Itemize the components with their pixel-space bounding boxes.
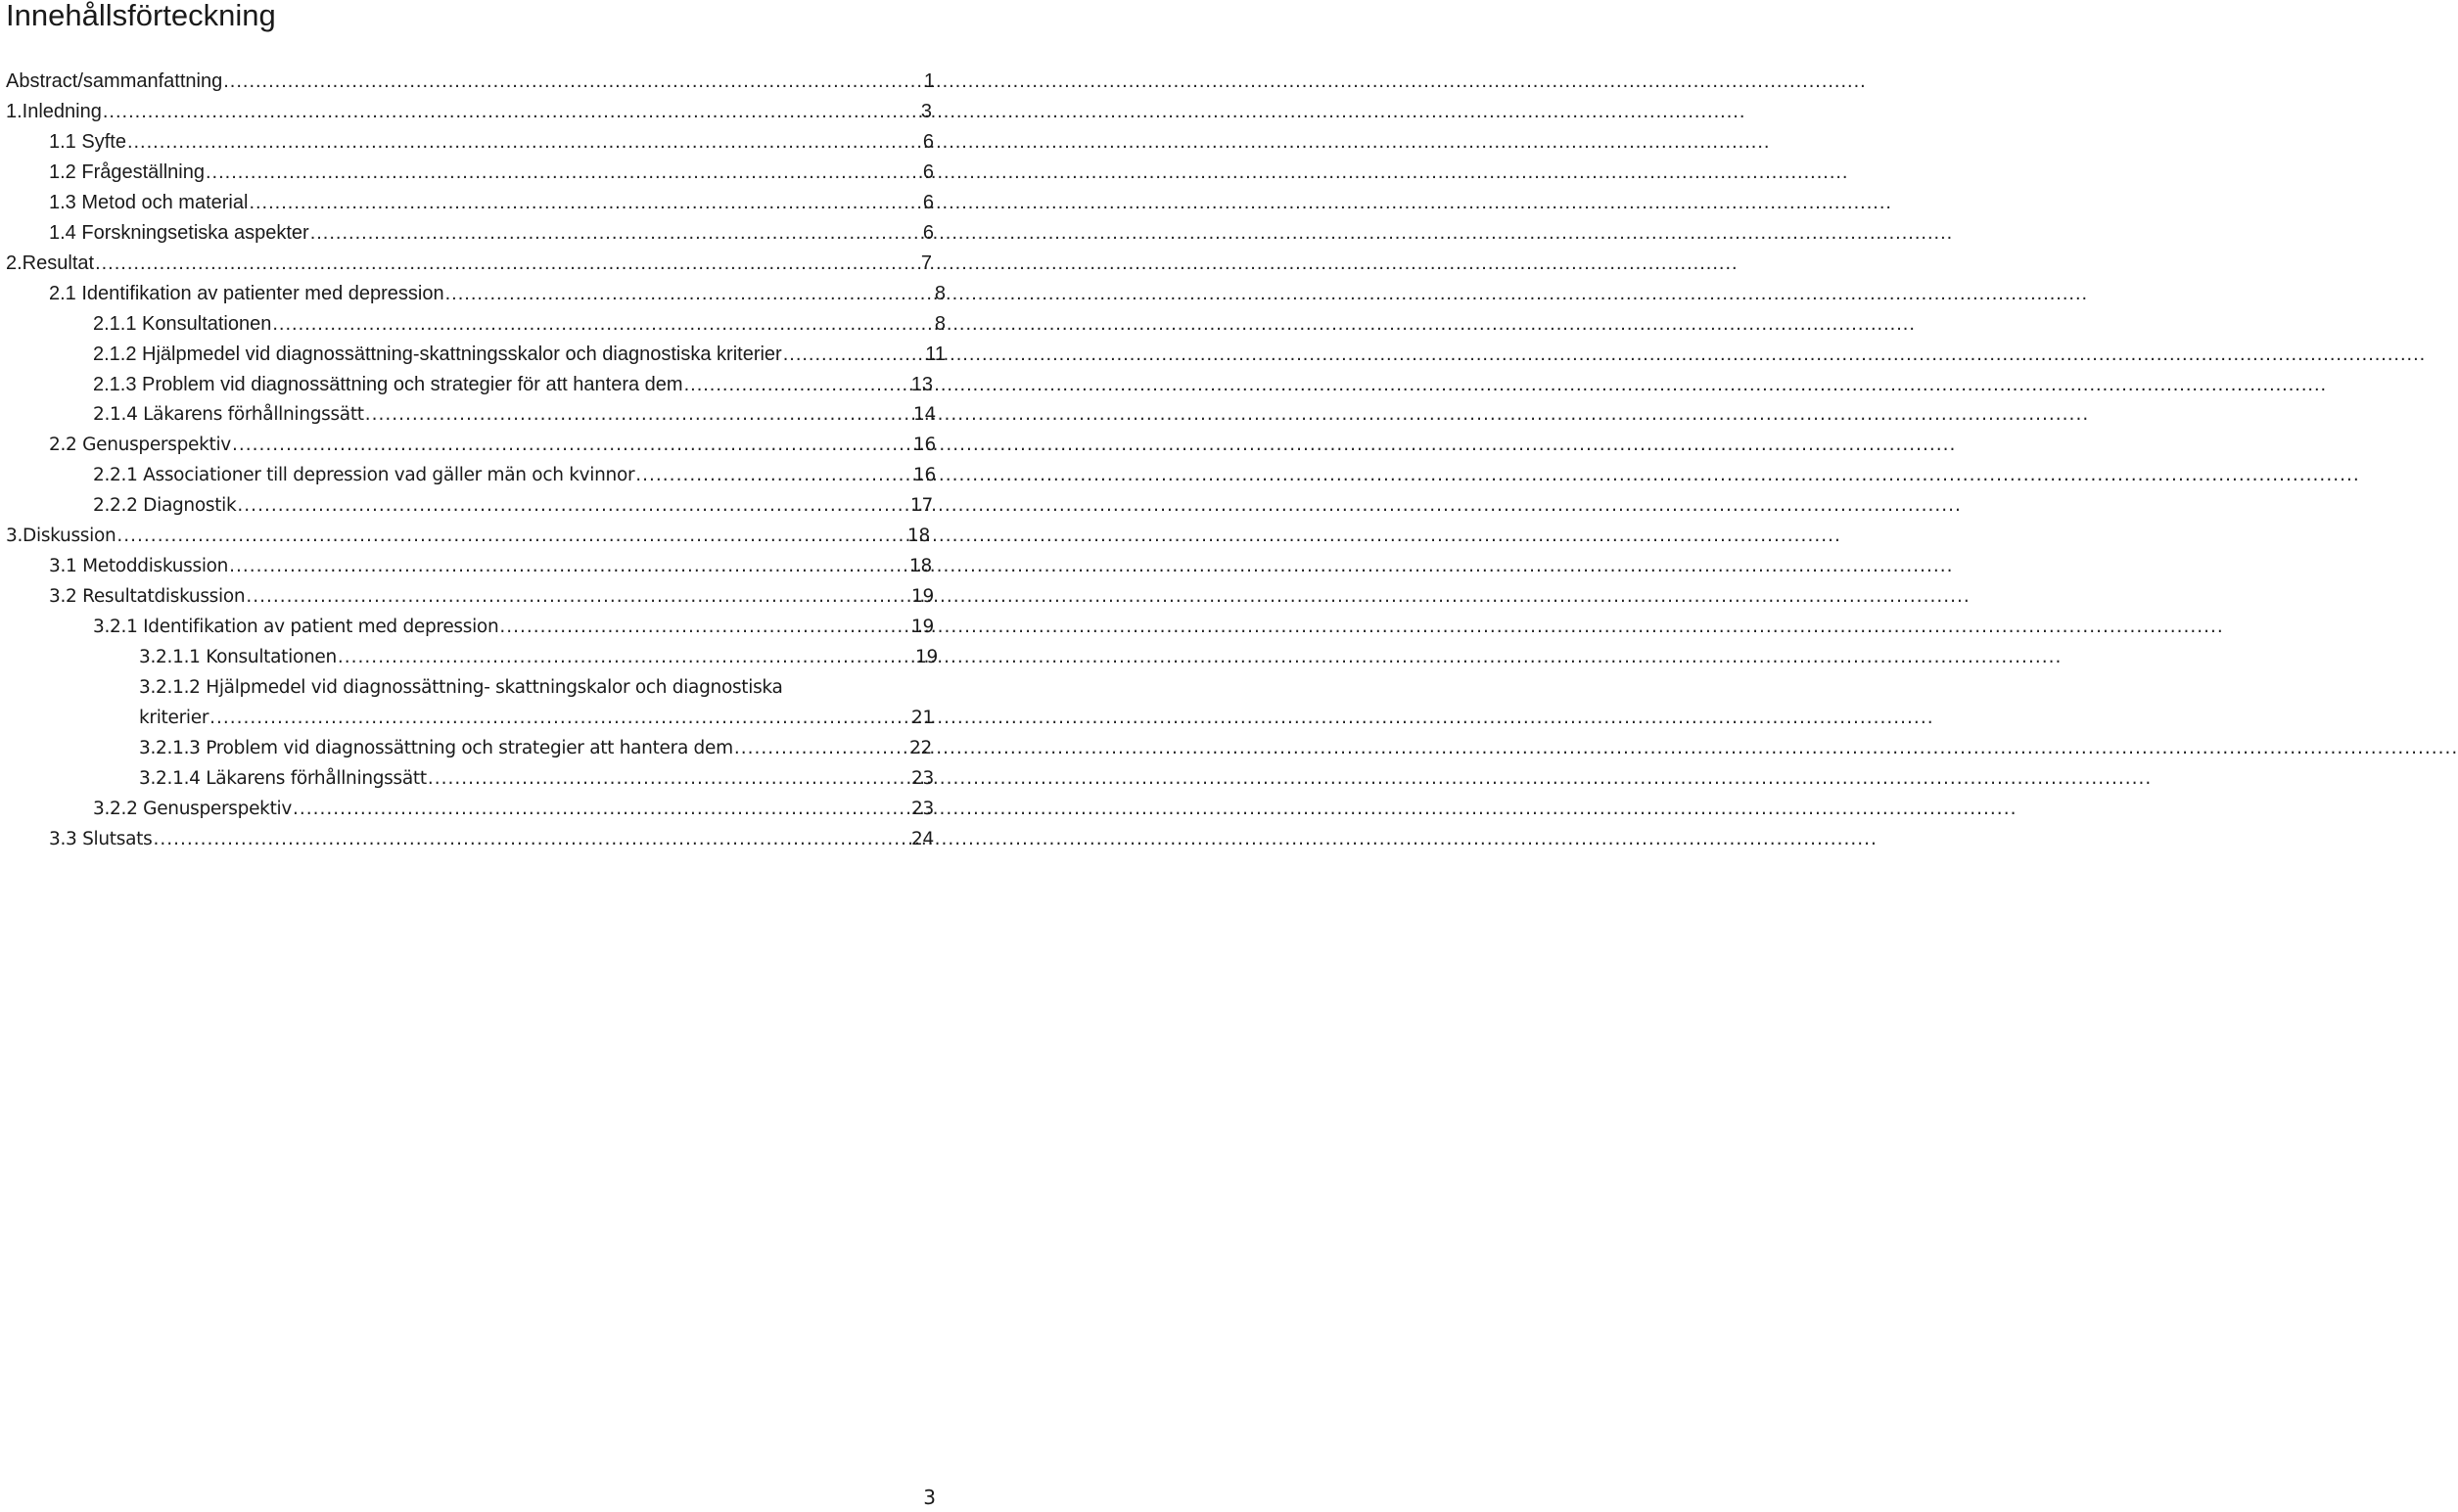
dot-leader [293,795,910,824]
toc-entry-page: 7 [920,252,932,274]
toc-entry-page: 18 [907,526,930,546]
dot-leader [95,249,920,278]
dot-leader [272,309,934,339]
toc-entry-page: 21 [911,708,934,728]
toc-entry-label: kriterier [139,708,209,728]
toc-entry-label: 2.2.1 Associationer till depression vad gäller män och kvinnor [93,465,635,485]
toc-entry-page: 8 [934,313,946,335]
toc-entry-label: 3.3 Slutsats [49,829,153,849]
page-number: 3 [923,1486,936,1509]
dot-leader [209,704,910,733]
toc-entry-page: 19 [915,647,938,667]
toc-entry-label: 2.1.2 Hjälpmedel vid diagnossättning-skattningsskalor och diagnostiska kriterier [93,344,782,365]
toc-entry-page: 6 [922,222,934,244]
toc-entry[interactable] [6,97,932,126]
toc-entry-label: 1.1 Syfte [49,131,126,153]
toc-entry[interactable] [49,279,946,308]
toc-entry[interactable] [6,67,935,96]
dot-leader [232,431,912,460]
dot-leader [223,67,923,96]
dot-leader [206,158,922,187]
dot-leader [116,522,906,551]
toc-entry-label: 3.2.1.1 Konsultationen [139,647,337,667]
toc-entry-label: 2.2 Genusperspektiv [49,435,231,455]
toc-entry[interactable] [49,158,934,187]
toc-entry-page: 6 [922,131,934,153]
dot-leader [445,279,934,308]
dot-leader [734,734,908,763]
toc-entry-label: 3.2.2 Genusperspektiv [93,799,293,819]
toc-entry[interactable] [139,764,934,794]
toc-entry-page: 24 [911,829,934,849]
toc-entry[interactable] [139,734,932,763]
toc-entry[interactable] [49,825,934,854]
toc-entry-page: 16 [913,435,936,455]
toc-entry-label: 2.Resultat [6,252,95,274]
toc-entry[interactable] [49,552,932,581]
toc-entry-page: 19 [911,617,934,637]
toc-entry-label: 2.1 Identifikation av patienter med depression [49,283,444,304]
toc-entry-page: 23 [911,768,934,789]
toc-entry[interactable] [139,673,922,703]
dot-leader [229,552,908,581]
toc-entry[interactable] [49,218,934,248]
dot-leader [365,400,912,430]
toc-entry-label: 1.Inledning [6,101,102,122]
toc-entry[interactable] [139,704,934,733]
toc-entry-page: 14 [913,404,936,425]
toc-entry-page: 22 [909,738,932,758]
toc-entry-label: Abstract/sammanfattning [6,70,223,92]
toc-entry-label: 2.1.1 Konsultationen [93,313,272,335]
toc-entry-page: 11 [925,344,946,365]
toc-entry[interactable] [6,522,930,551]
toc-entry-page: 16 [913,465,936,485]
toc-entry[interactable] [93,461,936,490]
toc-entry-label: 3.Diskussion [6,526,116,546]
toc-entry[interactable] [139,643,938,672]
toc-entry[interactable] [93,491,933,521]
toc-entry-label: 1.2 Frågeställning [49,161,205,183]
toc-entry[interactable] [49,127,934,157]
toc-entry[interactable] [93,795,934,824]
toc-entry[interactable] [93,340,946,369]
dot-leader [635,461,912,490]
toc-entry[interactable] [49,188,934,217]
toc-entry[interactable] [93,370,933,399]
toc-entry-page: 8 [934,283,946,304]
dot-leader [338,643,914,672]
dot-leader [310,218,922,248]
toc-entry-label: 3.2.1.4 Läkarens förhållningssätt [139,768,427,789]
toc-entry-page: 18 [909,556,932,576]
toc-entry-label: 3.1 Metoddiskussion [49,556,229,576]
dot-leader [249,188,921,217]
toc-entry-page: 19 [911,586,934,607]
dot-leader [237,491,909,521]
toc-entry[interactable] [49,582,934,612]
dot-leader [684,370,910,399]
toc-entry-page: 6 [922,161,934,183]
toc-entry[interactable] [93,613,934,642]
toc-entry-label: 3.2.1.2 Hjälpmedel vid diagnossättning- skattningskalor och diagnostiska [139,677,783,698]
toc-entry-page: 6 [922,192,934,213]
toc-entry-page: 3 [920,101,932,122]
toc-entry-label: 2.1.4 Läkarens förhållningssätt [93,404,364,425]
toc-entry-page: 23 [911,799,934,819]
toc-entry-label: 2.2.2 Diagnostik [93,495,237,516]
dot-leader [783,340,925,369]
dot-leader [428,764,910,794]
toc-entry[interactable] [6,249,932,278]
toc-entry-label: 3.2 Resultatdiskussion [49,586,246,607]
toc-entry-label: 1.4 Forskningsetiska aspekter [49,222,309,244]
toc-entry-page: 13 [910,374,933,395]
toc-entry-page: 17 [910,495,933,516]
dot-leader [127,127,922,157]
dot-leader [103,97,920,126]
toc-entry[interactable] [93,309,946,339]
toc-entry[interactable] [93,400,936,430]
toc-entry-page: 1 [923,70,935,92]
dot-leader [246,582,910,612]
dot-leader [499,613,910,642]
toc-entry-label: 2.1.3 Problem vid diagnossättning och strategier för att hantera dem [93,374,683,395]
toc-entry-label: 3.2.1 Identifikation av patient med depression [93,617,499,637]
page-title: Innehållsförteckning [6,0,276,32]
toc-entry[interactable] [49,431,936,460]
dot-leader [153,825,910,854]
toc-entry-label: 3.2.1.3 Problem vid diagnossättning och strategier att hantera dem [139,738,733,758]
toc-entry-label: 1.3 Metod och material [49,192,249,213]
